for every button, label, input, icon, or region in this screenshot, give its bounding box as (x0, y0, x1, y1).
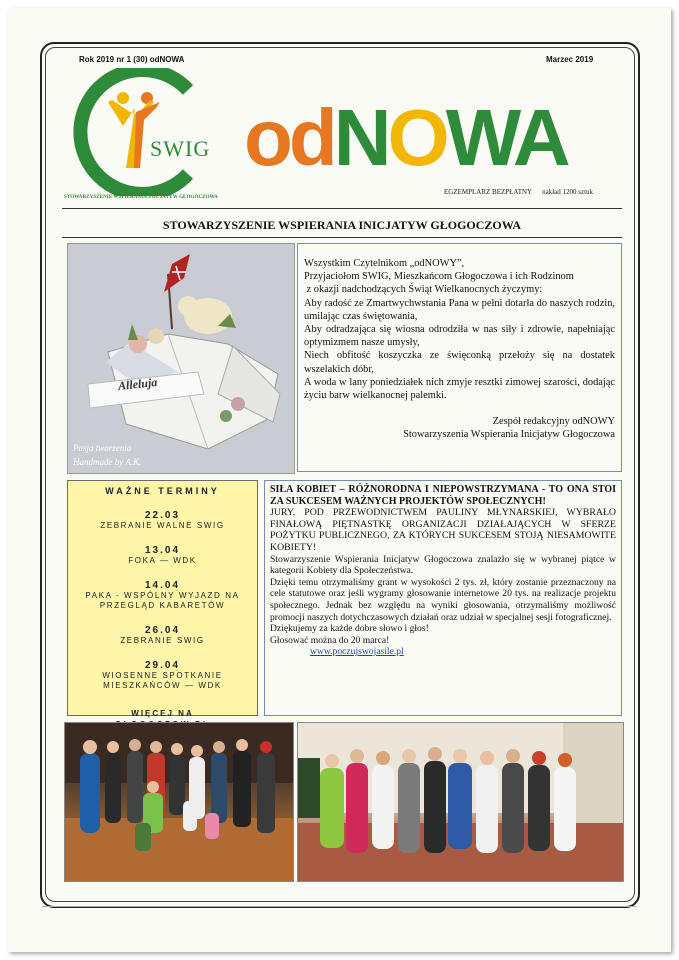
masthead-n: N (333, 93, 388, 182)
important-dates-box (67, 480, 258, 716)
masthead-o: O (387, 93, 446, 182)
term-date: 29.04 (144, 660, 181, 671)
logo-name: SWIG (150, 136, 211, 161)
news-vote-deadline: Głosować można do 20 marca! (270, 634, 390, 646)
swig-logo-icon (60, 68, 220, 196)
wish-line-6: Niech obfitość koszyczka ze święconką przełoży się na dostatek wszelakich dóbr, (304, 350, 615, 375)
term-desc: ZEBRANIE WALNE SWIG (100, 521, 225, 530)
term-desc: ZEBRANIE SWIG (120, 636, 205, 645)
free-copy-label: EGZEMPLARZ BEZPŁATNY (444, 188, 533, 196)
wish-line-5: Aby odradzająca się wiosna odrodziła w nas siły i zdrowie, napełniając optymizmem nasze umysły, (304, 324, 615, 349)
copy-note (444, 188, 593, 196)
masthead-od: od (244, 93, 334, 182)
group-photo-1 (64, 722, 294, 882)
divider-top (62, 208, 622, 209)
term-date: 26.04 (144, 625, 181, 636)
wish-signature-1: Zespół redakcyjny odNOWY (492, 416, 615, 428)
page-bottom-rule (42, 906, 636, 907)
term-desc: WIOSENNE SPOTKANIE MIESZKAŃCÓW — WDK (102, 671, 223, 690)
association-title: STOWARZYSZENIE WSPIERANIA INICJATYW GŁOGOCZOWA (162, 218, 522, 232)
photo-caption-2: Handmade by A.K. (73, 457, 142, 467)
news-paragraph: Dzięki temu otrzymaliśmy grant w wysokości 2 tys. zł, który zostanie przeznaczony na cele statutowe oraz jeśli wygramy głosowanie internetowe 20 tys. na realizacje projektu społecznego. Jednak bez względu na wyniki głosowania, otrzymaliśmy możliwość promocji naszych dotychczasowych działań oraz udział w specjalnej sesji fotograficznej. (270, 576, 616, 623)
wish-line-7: A woda w lany poniedziałek nich zmyje resztki zimowej szarości, dodając życiu barw wielkanocnej palemki. (304, 376, 615, 402)
group-photo-2 (297, 722, 624, 882)
masthead-title (244, 93, 567, 182)
news-lead: JURY, POD PRZEWODNICTWEM PAULINY MŁYNARSKIEJ, WYBRAŁO FINAŁOWĄ PIĘTNASTKĘ ORGANIZACJI DZIAŁAJĄCYCH W SFERZE POŻYTKU PUBLICZNEGO, ZA KTÓRYCH SUKCESEM STOJĄ NIESAMOWITE KOBIETY! (270, 507, 616, 553)
news-thanks: Dziękujemy za każde dobre słowo i głos! (270, 623, 429, 635)
issue-label: Rok 2019 nr 1 (30) odNOWA (79, 55, 185, 64)
terms-title: WAŻNE TERMINY (105, 486, 220, 496)
photo-caption-1: Pasja tworzenia (73, 443, 132, 453)
logo-org-name: STOWARZYSZENIE WSPIERANIA INICJATYW GŁOGOCZOWA (64, 195, 218, 200)
term-date: 22.03 (144, 510, 181, 521)
wish-line-2: Przyjaciołom SWIG, Mieszkańcom Głogoczowa i ich Rodzinom (304, 271, 574, 283)
group-photo-1-icon (65, 723, 293, 881)
group-photo-2-icon (298, 723, 623, 881)
term-date: 14.04 (144, 580, 181, 591)
card-text: Alleluja (117, 374, 158, 394)
news-headline: SIŁA KOBIET – RÓŻNORODNA I NIEPOWSTRZYMANA - TO ONA STOI ZA SUKCESEM WAŻNYCH PROJEKTÓW SPOŁECZNYCH! (270, 484, 616, 507)
vote-link[interactable]: www.poczujswojasile.pl (310, 646, 404, 658)
term-date: 13.04 (144, 545, 181, 556)
issue-date: Marzec 2019 (546, 55, 594, 64)
wish-line-1: Wszystkim Czytelnikom „odNOWY”, (304, 258, 465, 269)
wish-signature-2: Stowarzyszenia Wspierania Inicjatyw Głogoczowa (403, 429, 615, 441)
print-run-label: nakład 1200 sztuk (542, 188, 594, 196)
term-desc: FOKA — WDK (128, 556, 197, 565)
wish-line-4: Aby radość ze Zmartwychwstania Pana w pełni dotarła do naszych rodzin, umilając czas świętowania, (304, 297, 615, 322)
easter-card-photo (67, 243, 295, 474)
more-info-label: WIĘCEJ NA (131, 709, 194, 718)
masthead-wa: WA (445, 93, 567, 182)
divider-bottom (62, 237, 622, 238)
term-desc: PAKA - WSPÓLNY WYJAZD NA PRZEGLĄD KABARETÓW (85, 591, 240, 610)
easter-card-illustration-icon (68, 244, 294, 473)
news-article (264, 480, 622, 716)
news-paragraph: Stowarzyszenie Wspierania Inicjatyw Głogoczowa znalazło się w wybranej piątce w kategorii Kobiety dla Społeczeństwa. (270, 553, 616, 577)
easter-wishes (297, 243, 622, 472)
wish-line-3: z okazji nadchodzących Świąt Wielkanocnych życzymy: (304, 284, 543, 296)
